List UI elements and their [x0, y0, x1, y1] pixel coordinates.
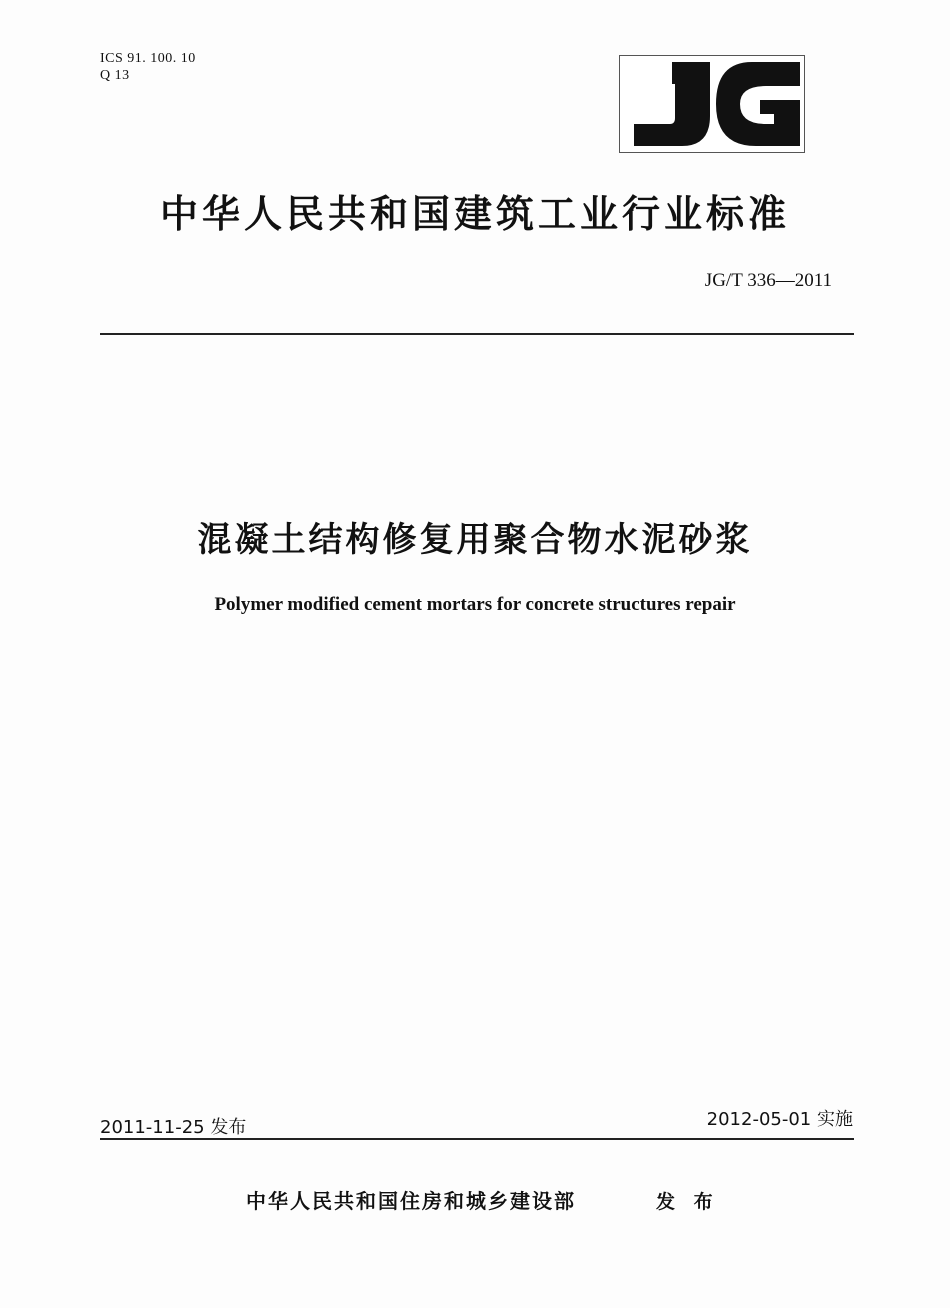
issuer-action: 发 布 [656, 1191, 719, 1213]
logo-letter-g [716, 62, 800, 146]
jg-logo [619, 55, 805, 153]
standard-number: JG/T 336—2011 [704, 270, 832, 291]
ics-code: ICS 91. 100. 10 [100, 51, 196, 66]
top-divider [100, 333, 854, 335]
issuer-name: 中华人民共和国住房和城乡建设部 [246, 1189, 576, 1213]
bottom-divider [100, 1138, 854, 1140]
standard-category: 中华人民共和国建筑工业行业标准 [159, 192, 790, 236]
issue-date: 2011-11-25 发布 [100, 1117, 247, 1138]
title-chinese: 混凝土结构修复用聚合物水泥砂浆 [197, 520, 753, 560]
title-english: Polymer modified cement mortars for concrete structures repair [214, 594, 736, 615]
ccs-code: Q 13 [100, 68, 130, 83]
logo-letter-j [634, 62, 710, 146]
implementation-date: 2012-05-01 实施 [706, 1109, 853, 1130]
jg-logo-graphic [620, 56, 805, 153]
classification-codes [100, 50, 196, 84]
